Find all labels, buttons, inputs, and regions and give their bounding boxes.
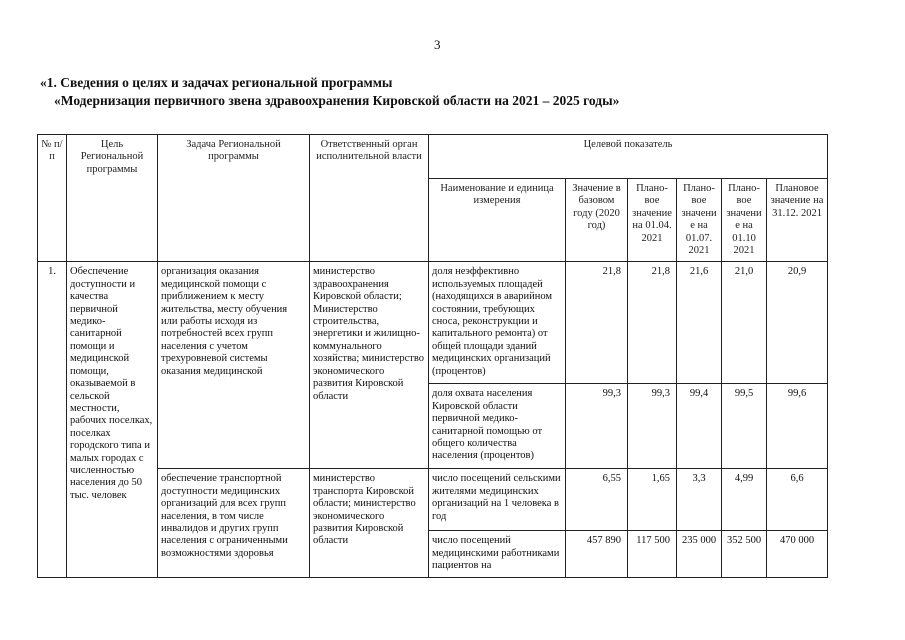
header-plan-3112: Плановое значение на 31.12. 2021 [767, 179, 828, 262]
plan-0107-cell: 235 000 [677, 531, 722, 577]
row-number: 1. [38, 262, 67, 577]
header-task: Задача Региональной программы [158, 135, 310, 262]
plan-0110-cell: 21,0 [722, 262, 767, 384]
section-heading [40, 74, 880, 110]
task-cell: организация оказания медицинской помощи с приближением к месту жительства, месту обучения или работы исходя из потребностей всех групп населения с учетом трехуровневой системы оказания медицинской [158, 262, 310, 469]
plan-0110-cell: 352 500 [722, 531, 767, 577]
plan-3112-cell: 6,6 [767, 469, 828, 531]
base-value-cell: 21,8 [566, 262, 628, 384]
organ-cell: министерство транспорта Кировской области; министерство экономического развития Кировской области [310, 469, 429, 577]
goals-table [37, 134, 828, 578]
base-value-cell: 99,3 [566, 384, 628, 469]
header-goal: Цель Региональной программы [67, 135, 158, 262]
heading-line-1: «1. Сведения о целях и задачах региональной программы [40, 75, 393, 90]
plan-0104-cell: 117 500 [628, 531, 677, 577]
header-plan-0110: Плано-вое значени е на 01.10 2021 [722, 179, 767, 262]
plan-0104-cell: 21,8 [628, 262, 677, 384]
indicator-name-cell: доля неэффективно используемых площадей (находящихся в аварийном состоянии, требующих сноса, реконструкции и капитального ремонта) от общей площади зданий медицинских организаций (процентов) [429, 262, 566, 384]
indicator-name-cell: число посещений сельскими жителями медицинских организаций на 1 человека в год [429, 469, 566, 531]
plan-0107-cell: 21,6 [677, 262, 722, 384]
plan-0110-cell: 99,5 [722, 384, 767, 469]
plan-0104-cell: 1,65 [628, 469, 677, 531]
plan-3112-cell: 99,6 [767, 384, 828, 469]
plan-3112-cell: 470 000 [767, 531, 828, 577]
plan-0107-cell: 99,4 [677, 384, 722, 469]
heading-line-2: «Модернизация первичного звена здравоохранения Кировской области на 2021 – 2025 годы» [54, 93, 620, 108]
header-num: № п/п [38, 135, 67, 262]
indicator-name-cell: число посещений медицинскими работниками пациентов на [429, 531, 566, 577]
header-organ: Ответственный орган исполнительной власти [310, 135, 429, 262]
base-value-cell: 457 890 [566, 531, 628, 577]
header-plan-0107: Плано-вое значени е на 01.07. 2021 [677, 179, 722, 262]
indicator-name-cell: доля охвата населения Кировской области первичной медико-санитарной помощью от общего количества населения (процентов) [429, 384, 566, 469]
plan-0110-cell: 4,99 [722, 469, 767, 531]
plan-3112-cell: 20,9 [767, 262, 828, 384]
header-plan-0104: Плано-вое значение на 01.04. 2021 [628, 179, 677, 262]
page-number: 3 [434, 37, 441, 52]
task-cell: обеспечение транспортной доступности медицинских организаций для всех групп населения, в том числе инвалидов и других групп населения с ограниченными возможностями здоровья [158, 469, 310, 577]
table-row [38, 262, 828, 384]
header-indicator-name: Наименование и единица измерения [429, 179, 566, 262]
plan-0107-cell: 3,3 [677, 469, 722, 531]
header-base-value: Значение в базовом году (2020 год) [566, 179, 628, 262]
header-indicator-group: Целевой показатель [429, 135, 828, 179]
organ-cell: министерство здравоохранения Кировской области; Министерство строительства, энергетики и жилищно-коммунального хозяйства; министерство экономического развития Кировской области [310, 262, 429, 469]
plan-0104-cell: 99,3 [628, 384, 677, 469]
goal-cell: Обеспечение доступности и качества первичной медико-санитарной помощи и медицинской помощи, оказываемой в сельской местности, рабочих поселках, поселках городского типа и малых городах с численностью населения до 50 тыс. человек [67, 262, 158, 577]
base-value-cell: 6,55 [566, 469, 628, 531]
